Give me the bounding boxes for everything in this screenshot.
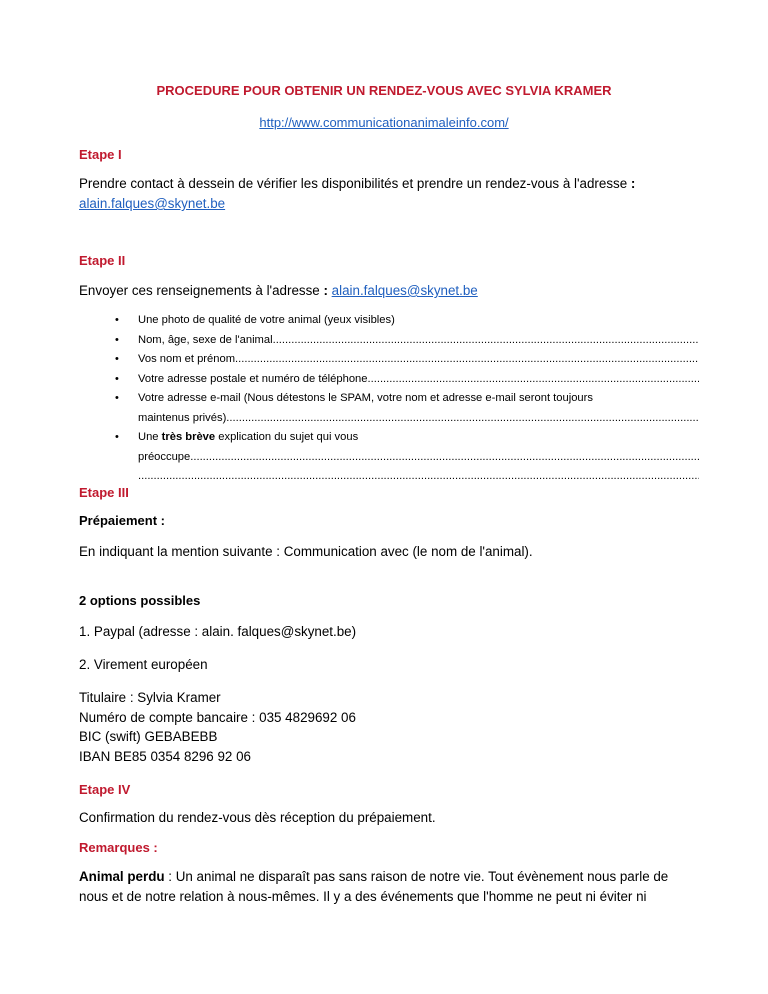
remarques-heading: Remarques : (79, 840, 158, 855)
list-item-text: Votre adresse postale et numéro de téléphone (138, 372, 368, 385)
page-title: PROCEDURE POUR OBTENIR UN RENDEZ-VOUS AVEC SYLVIA KRAMER (156, 83, 612, 98)
list-item-text: Une photo de qualité de votre animal (yeux visibles) (138, 314, 395, 326)
etape-2-colon: : (319, 283, 332, 298)
bank-details (79, 688, 356, 766)
account-number: Numéro de compte bancaire : 035 4829692 06 (79, 709, 356, 725)
option-paypal: 1. Paypal (adresse : alain. falques@skynet.be) (79, 624, 357, 639)
website-link[interactable]: http://www.communicationanimaleinfo.com/ (259, 115, 509, 130)
list-item (79, 389, 699, 428)
dotted-line (138, 467, 699, 487)
list-item-text: explication du sujet qui vous (215, 431, 359, 443)
etape-1-colon: : (627, 176, 636, 191)
etape-4-heading: Etape IV (79, 782, 131, 797)
animal-perdu-paragraph (79, 867, 699, 907)
list-item-text: Une (138, 431, 162, 443)
list-item (79, 331, 699, 351)
etape-4-text: Confirmation du rendez-vous dès réception du prépaiement. (79, 810, 436, 825)
list-item-text: maintenus privés) (138, 411, 227, 424)
animal-perdu-label: Animal perdu (79, 869, 165, 884)
etape-1-heading: Etape I (79, 147, 122, 162)
list-item-text: Nom, âge, sexe de l'animal (138, 333, 273, 346)
list-item (79, 370, 699, 390)
list-item-text: préoccupe (138, 450, 191, 463)
etape-2-intro-text: Envoyer ces renseignements à l'adresse (79, 283, 320, 298)
etape-2-email-link[interactable]: alain.falques@skynet.be (331, 283, 478, 298)
list-item (79, 428, 699, 487)
info-list (79, 311, 699, 487)
iban-code: IBAN BE85 0354 8296 92 06 (79, 748, 251, 764)
list-item (79, 311, 699, 331)
mention-text: En indiquant la mention suivante : Communication avec (le nom de l'animal). (79, 544, 533, 559)
etape-2-heading: Etape II (79, 253, 126, 268)
website-url (0, 115, 768, 130)
list-item-emphasis: très brève (161, 431, 216, 443)
animal-perdu-text: : Un animal ne disparaît pas sans raison de notre vie. Tout évènement nous parle de nous et de notre relation à nous-mêmes. Il y a des événements que l'homme ne peut ni éviter ni (79, 869, 669, 904)
list-item (79, 350, 699, 370)
etape-3-heading: Etape III (79, 485, 129, 500)
etape-2-intro (79, 281, 691, 301)
options-title: 2 options possibles (79, 593, 201, 608)
etape-1-email-link[interactable]: alain.falques@skynet.be (79, 196, 226, 211)
option-virement: 2. Virement européen (79, 657, 208, 672)
bic-code: BIC (swift) GEBABEBB (79, 729, 218, 744)
etape-1-text (79, 174, 691, 214)
list-item-text: • Votre adresse e-mail (Nous détestons le SPAM, votre nom et adresse e-mail seront toujours (138, 392, 593, 404)
titulaire: Titulaire : Sylvia Kramer (79, 690, 221, 705)
etape-1-body: Prendre contact à dessein de vérifier les disponibilités et prendre un rendez-vous à l'adresse (79, 176, 628, 191)
list-item-text: Vos nom et prénom (138, 353, 236, 365)
prepaiement-label: Prépaiement : (79, 513, 165, 528)
